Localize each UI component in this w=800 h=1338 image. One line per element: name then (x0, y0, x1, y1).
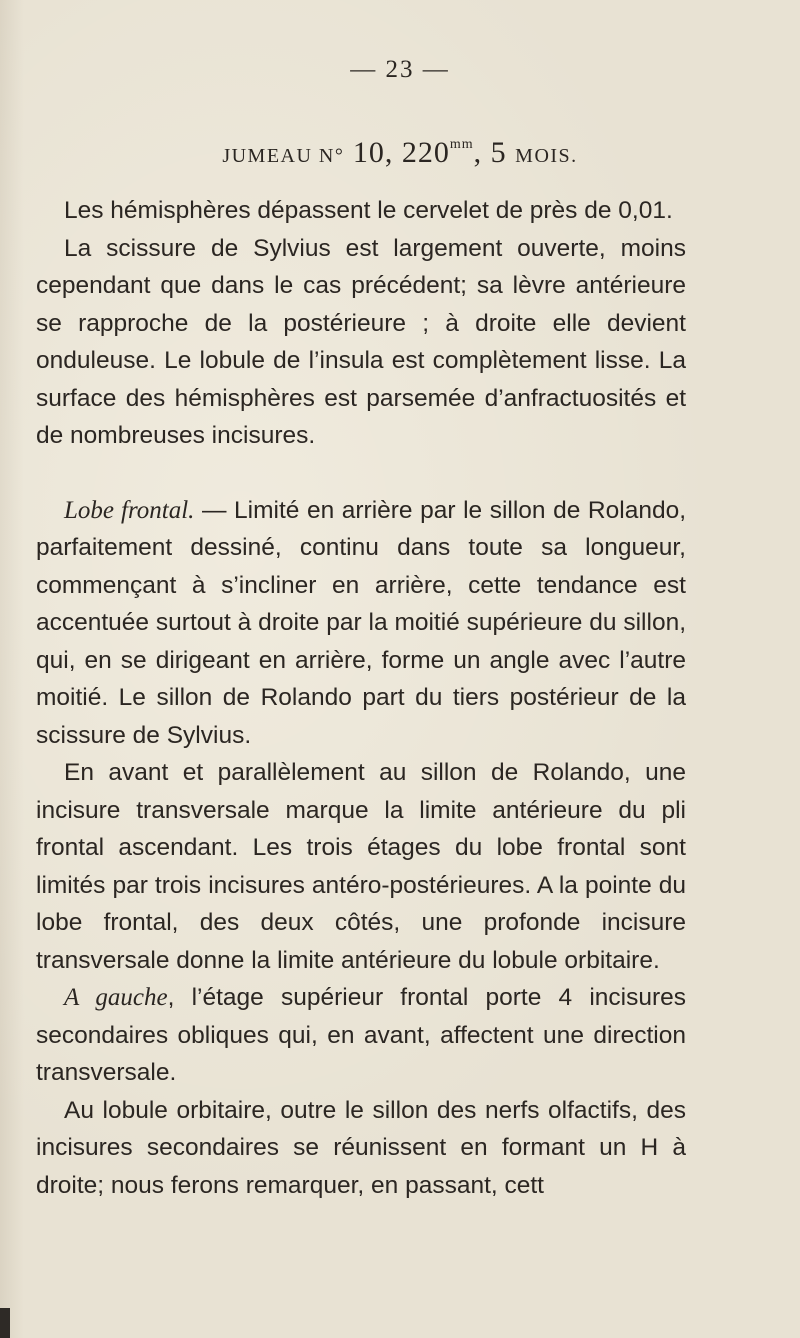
heading-unit: mm (449, 137, 474, 152)
left-side-title: A gauche (64, 984, 168, 1011)
heading-age: , 5 (473, 136, 507, 169)
page-number: — 23 — (350, 56, 450, 83)
paragraph-sylvius: La scissure de Sylvius est largement ouverte, moins cependant que dans le cas précédent; sa lèvre antérieure se rapproche de la postérieure ; à droite elle devient onduleuse. Le lobule de l’insula est complètement lisse. La surface des hémisphères est parsemée d’anfractuosités et de nombreuses incisures. (36, 234, 686, 449)
heading-age-unit: MOIS. (515, 145, 578, 167)
paragraph-left-side (36, 979, 686, 1092)
frontal-lobe-text: — Limité en arrière par le sillon de Rolando, parfaitement dessiné, continu dans toute sa longueur, commençant à s’incliner en arrière, cette tendance est accentuée surtout à droite par la moitié supérieure du sillon, qui, en se dirigeant en arrière, forme un angle avec l’autre moitié. Le sillon de Rolando part du tiers postérieur de la scissure de Sylvius. (36, 496, 687, 749)
left-side-text: , l’étage supérieur frontal porte 4 incisures secondaires obliques qui, en avant, affectent une direction transversale. (36, 984, 686, 1086)
heading-label: JUMEAU N° (222, 145, 345, 167)
section-heading (0, 136, 800, 170)
frontal-lobe-title: Lobe frontal. (64, 496, 195, 524)
paragraph-rolando: En avant et parallèlement au sillon de Rolando, une incisure transversale marque la limite antérieure du pli frontal ascendant. Les trois étages du lobe frontal sont limités par trois incisures antéro-postérieures. A la pointe du lobe frontal, des deux côtés, une profonde incisure transversale donne la limite antérieure du lobule orbitaire. (36, 759, 686, 974)
heading-value: 10, 220 (352, 136, 450, 169)
paragraph-frontal-lobe (36, 492, 686, 755)
body-text (36, 192, 686, 1204)
paragraph-hemispheres: Les hémisphères dépassent le cervelet de près de 0,01. (64, 197, 673, 224)
paragraph-orbital-lobule: Au lobule orbitaire, outre le sillon des nerfs olfactifs, des incisures secondaires se réunissent en formant un H à droite; nous ferons remarquer, en passant, cett (36, 1096, 686, 1199)
page-edge-mark (0, 1308, 10, 1338)
